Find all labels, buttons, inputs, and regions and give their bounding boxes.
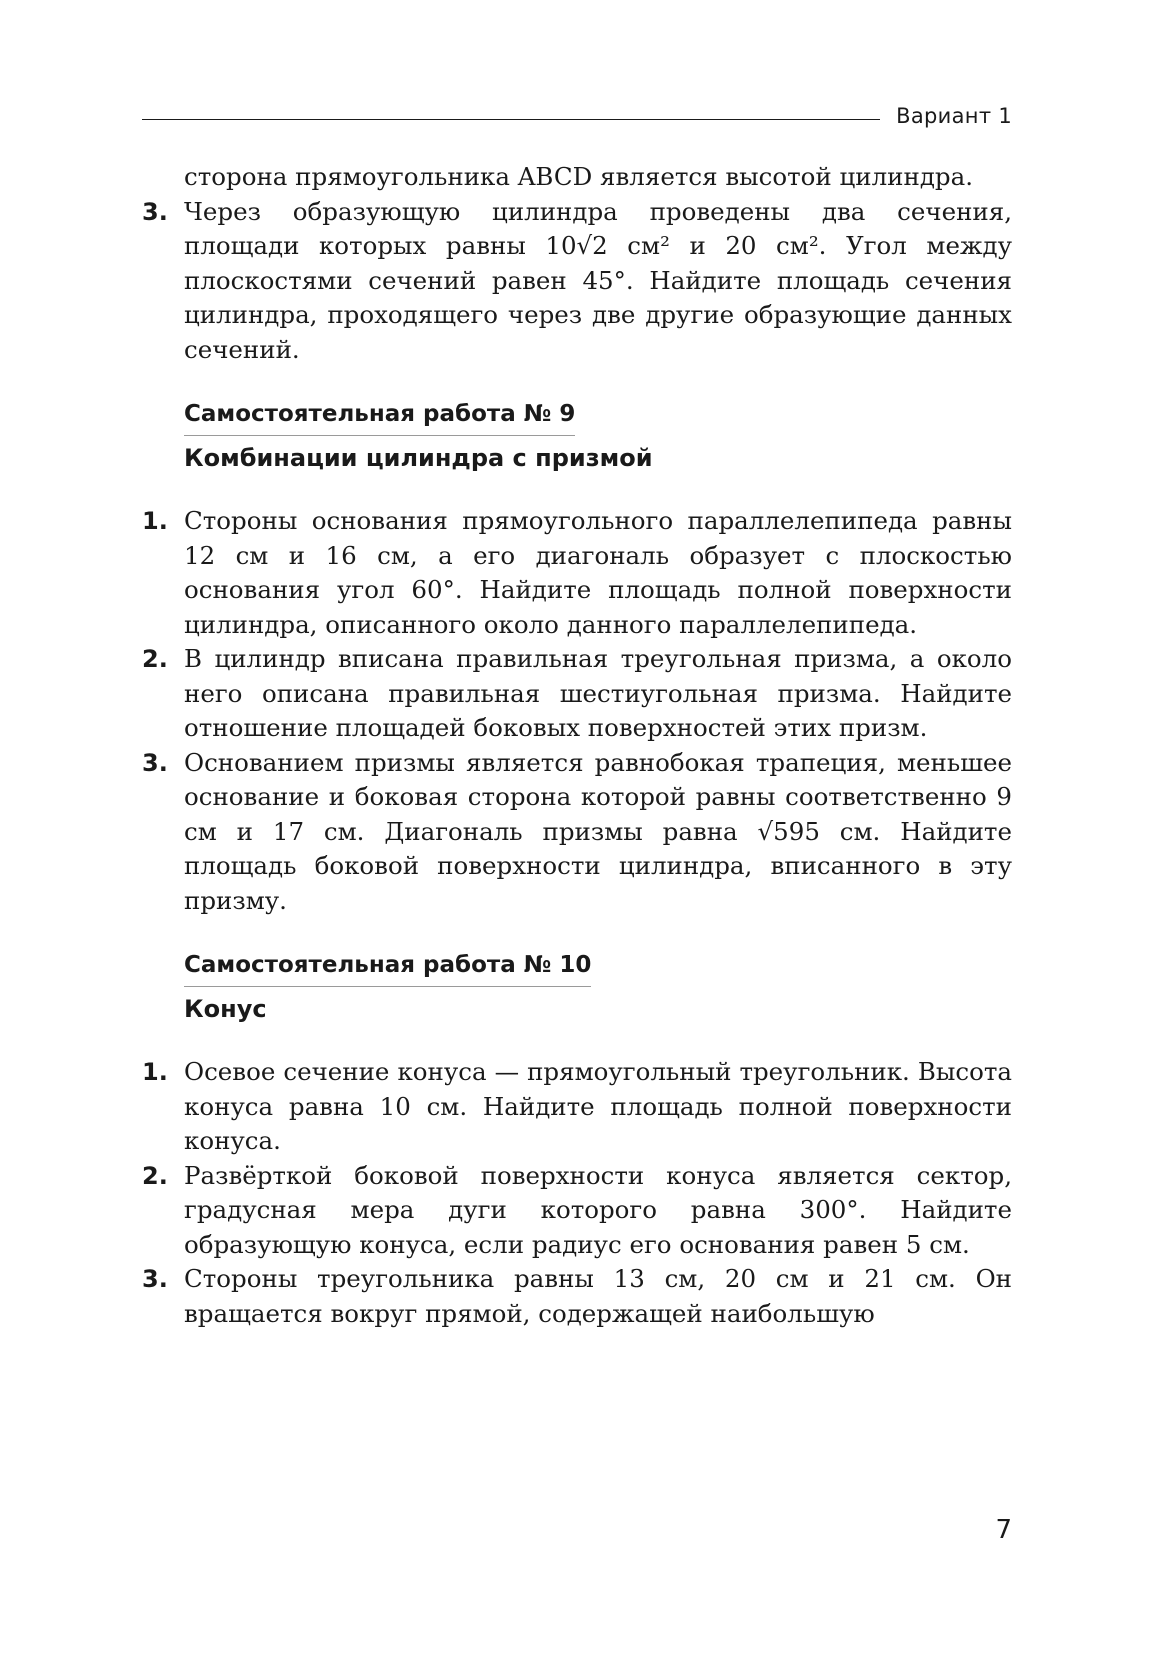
item-number: 2.	[142, 1161, 168, 1190]
list-item	[142, 504, 1012, 642]
running-header: Вариант 1	[896, 104, 1012, 128]
item-text: Стороны треугольника равны 13 см, 20 см и 21 см. Он вращается вокруг прямой, содержащей наибольшую	[184, 1264, 1012, 1328]
section-subtitle: Конус	[184, 995, 267, 1023]
item-text: Осевое сечение конуса — прямоугольный треугольник. Высота конуса равна 10 см. Найдите площадь полной поверхности конуса.	[184, 1057, 1012, 1155]
item-text: Через образующую цилиндра проведены два сечения, площади которых равны 10√2 см² и 20 см². Угол между плоскостями сечений равен 45°. Найдите площадь сечения цилиндра, проходящего через две другие образующие данных сечений.	[184, 196, 1012, 364]
header-rule	[142, 119, 880, 120]
page-content	[142, 160, 1012, 1331]
section-9-heading	[184, 399, 1012, 474]
item-number: 2.	[142, 645, 168, 673]
continuation-text: сторона прямоугольника ABCD является высотой цилиндра.	[184, 162, 974, 191]
list-item	[142, 1262, 1012, 1331]
page-number: 7	[995, 1515, 1012, 1545]
item-text: В цилиндр вписана правильная треугольная призма, а около него описана правильная шестиугольная призма. Найдите отношение площадей боковых поверхностей этих призм.	[184, 644, 1012, 742]
list-item	[142, 642, 1012, 746]
item-number: 3.	[142, 197, 168, 226]
item-number: 1.	[142, 1058, 168, 1086]
item-number: 1.	[142, 507, 168, 535]
section-subtitle: Комбинации цилиндра с призмой	[184, 444, 653, 472]
section-title: Самостоятельная работа № 9	[184, 399, 575, 436]
item-number: 3.	[142, 1265, 168, 1293]
list-item	[142, 195, 1012, 368]
section-10-heading	[184, 950, 1012, 1025]
list-item	[142, 1159, 1012, 1263]
list-item	[142, 1055, 1012, 1159]
section-title: Самостоятельная работа № 10	[184, 950, 591, 987]
item-text: Стороны основания прямоугольного параллелепипеда равны 12 см и 16 см, а его диагональ образует с плоскостью основания угол 60°. Найдите площадь полной поверхности цилиндра, описанного около данного параллелепипеда.	[184, 506, 1012, 639]
item-text: Основанием призмы является равнобокая трапеция, меньшее основание и боковая сторона которой равны соответственно 9 см и 17 см. Диагональ призмы равна √595 см. Найдите площадь боковой поверхности цилиндра, вписанного в эту призму.	[184, 747, 1012, 915]
item-number: 3.	[142, 748, 168, 777]
item-text: Развёрткой боковой поверхности конуса является сектор, градусная мера дуги которого равна 300°. Найдите образующую конуса, если радиус его основания равен 5 см.	[184, 1160, 1012, 1259]
list-item	[142, 746, 1012, 919]
